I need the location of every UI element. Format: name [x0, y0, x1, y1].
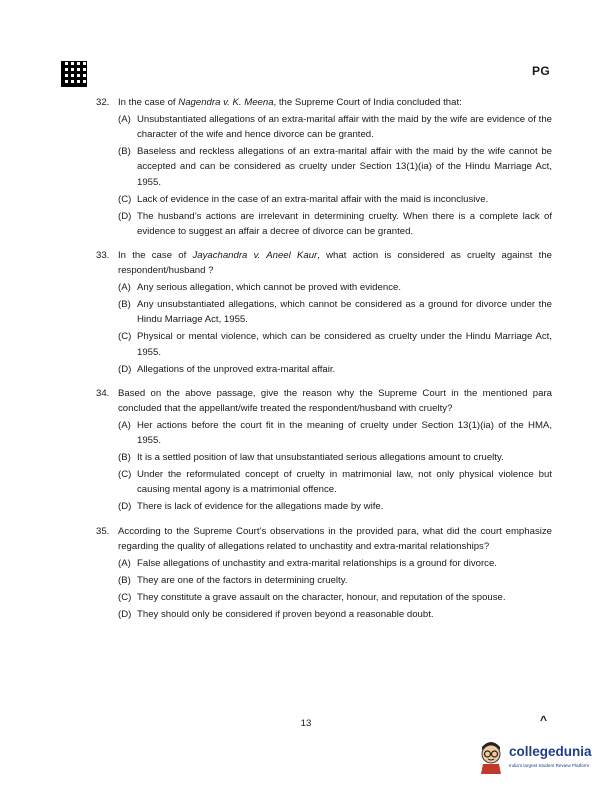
answer-option: [96, 362, 552, 377]
answer-option: [96, 192, 552, 207]
option-letter: (C): [118, 331, 132, 343]
collegedunia-logo[interactable]: [477, 738, 603, 778]
option-text: Her actions before the court fit in the meaning of cruelty under Section 13(1)(ia) of the HMA, 1955.: [137, 420, 552, 447]
question-lead: In the case of: [118, 250, 193, 262]
question-lead: Based on the above passage, give the reason why the Supreme Court in the mentioned para concluded that the appellant/wife treated the respondent/husband with cruelty?: [118, 387, 552, 415]
case-name: Jayachandra v. Aneel Kaur: [192, 250, 318, 262]
answer-option: [96, 590, 552, 605]
question-tail: , the Supreme Court of India concluded that:: [273, 97, 462, 108]
option-letter: (C): [118, 193, 132, 205]
option-letter: (B): [118, 299, 131, 311]
option-letter: (A): [118, 282, 131, 294]
option-text: The husband’s actions are irrelevant in determining cruelty. When there is a complete lack of evidence to suggest an affair a decree of divorce can be granted.: [137, 210, 552, 237]
question-stem: [96, 95, 552, 110]
question-stem: [96, 524, 552, 554]
option-text: Allegations of the unproved extra-marital affair.: [137, 363, 336, 375]
question-number: 35.: [96, 525, 110, 537]
question-text: [118, 524, 552, 554]
question-lead: In the case of: [118, 97, 179, 108]
option-text: There is lack of evidence for the allegations made by wife.: [137, 501, 384, 513]
answer-option: [96, 450, 552, 465]
option-letter: (B): [118, 146, 131, 158]
option-text: It is a settled position of law that unsubstantiated serious allegations amount to cruelty.: [137, 452, 504, 464]
answer-option: [96, 209, 552, 239]
question-stem: [96, 248, 552, 278]
option-letter: (C): [118, 591, 132, 603]
answer-option: [96, 467, 552, 497]
option-letter: (B): [118, 452, 131, 464]
brand-name: collegedunia: [509, 744, 592, 759]
option-text: Physical or mental violence, which can be considered as cruelty under the Hindu Marriage Act, 1955.: [137, 331, 552, 358]
answer-option: [96, 556, 552, 571]
option-letter: (D): [118, 363, 132, 375]
question-32: [96, 95, 552, 239]
question-number: 33.: [96, 250, 110, 262]
option-letter: (D): [118, 501, 132, 513]
answer-option: [96, 418, 552, 448]
question-lead: According to the Supreme Court’s observations in the provided para, what did the court emphasize regarding the quality of allegations related to unchastity and extra-marital relationships?: [118, 525, 552, 552]
option-text: Lack of evidence in the case of an extra-marital affair with the maid is inconclusive.: [137, 193, 489, 205]
option-text: Under the reformulated concept of cruelty in matrimonial law, not only physical violence but causing mental agony is a matrimonial offence.: [137, 469, 552, 496]
brand-tagline: India's largest Student Review Platform: [509, 763, 590, 768]
question-text: [118, 95, 552, 110]
answer-option: [96, 112, 552, 142]
option-text: They are one of the factors in determining cruelty.: [137, 574, 348, 586]
question-number: 34.: [96, 387, 110, 399]
option-letter: (D): [118, 210, 132, 222]
option-letter: (A): [118, 557, 131, 569]
option-text: Unsubstantiated allegations of an extra-marital affair with the maid by the wife are evidence of the character of the wife and hence divorce can be granted.: [137, 114, 552, 141]
question-tail: , what action is considered as cruelty against the respondent/husband ?: [118, 250, 552, 277]
question-list: [96, 95, 552, 631]
option-text: Any unsubstantiated allegations, which cannot be considered as a ground for divorce under the Hindu Marriage Act, 1955.: [137, 299, 552, 326]
question-stem: [96, 386, 552, 416]
answer-option: [96, 144, 552, 190]
option-text: They should only be considered if proven beyond a reasonable doubt.: [137, 608, 434, 620]
question-text: [118, 386, 552, 416]
option-letter: (C): [118, 469, 132, 481]
option-letter: (A): [118, 420, 131, 432]
question-35: [96, 524, 552, 622]
option-letter: (D): [118, 608, 132, 620]
option-text: Any serious allegation, which cannot be proved with evidence.: [137, 282, 401, 294]
case-name: Nagendra v. K. Meena: [178, 97, 274, 108]
question-34: [96, 386, 552, 515]
answer-option: [96, 499, 552, 514]
answer-option: [96, 573, 552, 588]
caret-mark: ^: [540, 713, 548, 727]
question-number: 32.: [96, 97, 110, 108]
option-text: They constitute a grave assault on the character, honour, and reputation of the spouse.: [137, 591, 506, 603]
qr-code: [62, 62, 86, 86]
question-33: [96, 248, 552, 377]
answer-option: [96, 607, 552, 622]
answer-option: [96, 280, 552, 295]
page-number: 13: [300, 718, 312, 729]
answer-option: [96, 329, 552, 359]
option-text: Baseless and reckless allegations of an extra-marital affair with the maid by the wife cannot be accepted and can be considered as cruelty under Section 13(1)(ia) of the Hindu Marriage Act, 1955.: [137, 146, 552, 188]
student-mascot-icon: [477, 740, 507, 774]
option-text: False allegations of unchastity and extra-marital relationships is a ground for divorce.: [137, 557, 497, 569]
option-letter: (B): [118, 574, 131, 586]
exam-code: PG: [532, 64, 550, 78]
question-text: [118, 248, 552, 278]
answer-option: [96, 297, 552, 327]
option-letter: (A): [118, 114, 131, 125]
